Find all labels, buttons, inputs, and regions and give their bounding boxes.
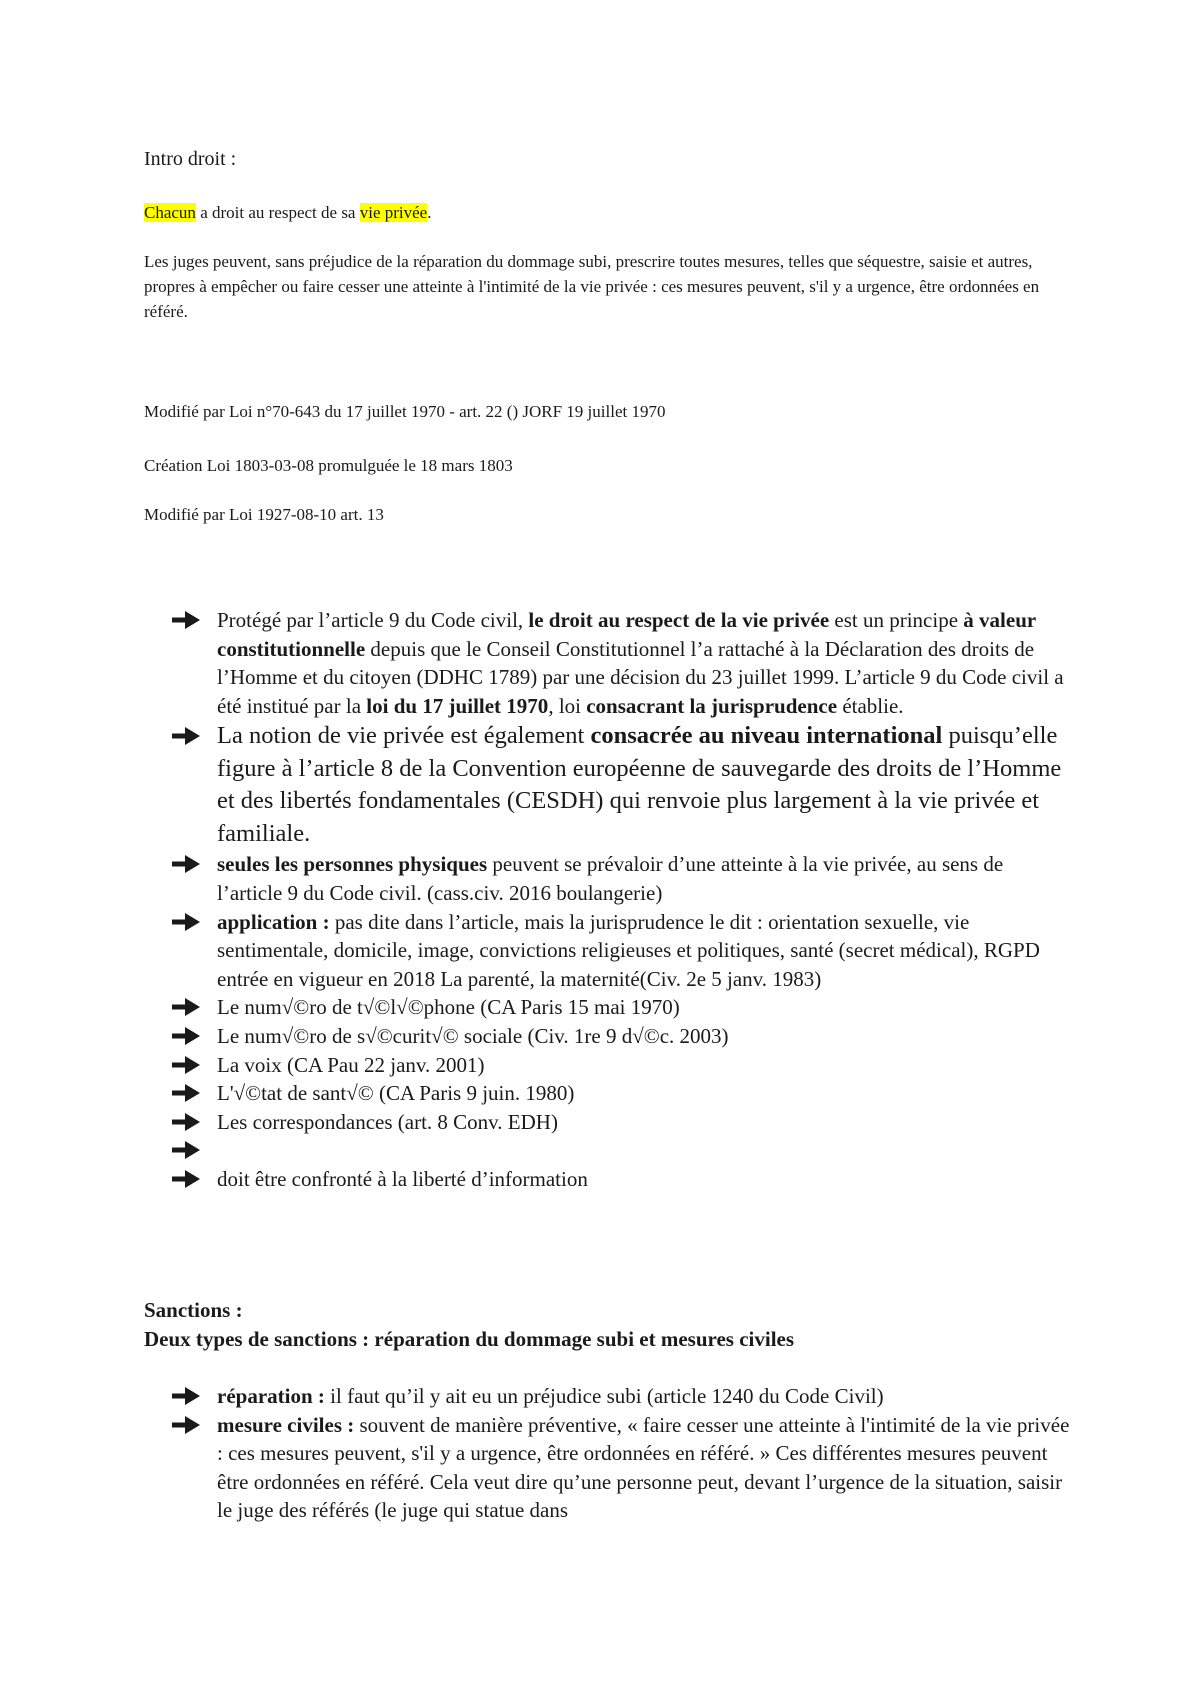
principle-sentence: Chacun a droit au respect de sa vie privée.: [144, 203, 432, 222]
list-item: Le num√©ro de t√©l√©phone (CA Paris 15 mai 1970): [172, 993, 1072, 1022]
arrow-icon: [172, 727, 200, 745]
article-paragraph: Les juges peuvent, sans préjudice de la réparation du dommage subi, prescrire toutes mesures, telles que séquestre, saisie et autres, propres à empêcher ou faire cesser une atteinte à l'intimité de la vie privée : ces mesures peuvent, s'il y a urgence, être ordonnées en référé.: [144, 252, 1040, 321]
list-item: seules les personnes physiques peuvent se prévaloir d’une atteinte à la vie privée, au sens de l’article 9 du Code civil. (cass.civ. 2016 boulangerie): [172, 850, 1072, 907]
list-item: Les correspondances (art. 8 Conv. EDH): [172, 1108, 1072, 1137]
arrow-icon: [172, 913, 200, 931]
sanctions-subtitle: Deux types de sanctions : réparation du dommage subi et mesures civiles: [144, 1327, 795, 1351]
list-item: Le num√©ro de s√©curit√© sociale (Civ. 1re 9 d√©c. 2003): [172, 1022, 1072, 1051]
list-item: La notion de vie privée est également consacrée au niveau international puisqu’elle figure à l’article 8 de la Convention européenne de sauvegarde des droits de l’Homme et des libertés fondamentales (CESDH) qui renvoie plus largement à la vie privée et familiale.: [172, 720, 1072, 850]
arrow-icon: [172, 611, 200, 629]
highlight-chacun: Chacun: [144, 203, 196, 222]
arrow-icon: [172, 1170, 200, 1188]
bullet-list-sanctions: [172, 1382, 1072, 1525]
arrow-icon: [172, 855, 200, 873]
list-item: doit être confronté à la liberté d’information: [172, 1165, 1072, 1194]
list-item: L'√©tat de sant√© (CA Paris 9 juin. 1980): [172, 1079, 1072, 1108]
list-item: application : pas dite dans l’article, mais la jurisprudence le dit : orientation sexuelle, vie sentimentale, domicile, image, convictions religieuses et politiques, santé (secret médical), RGPD entrée en vigueur en 2018 La parenté, la maternité(Civ. 2e 5 janv. 1983): [172, 908, 1072, 994]
sanctions-title: Sanctions :: [144, 1298, 243, 1322]
arrow-icon: [172, 1113, 200, 1131]
highlight-vie-privee: vie privée: [359, 203, 428, 222]
history-line: Création Loi 1803-03-08 promulguée le 18 mars 1803: [144, 456, 513, 475]
arrow-icon: [172, 1387, 200, 1405]
list-item: mesure civiles : souvent de manière préventive, « faire cesser une atteinte à l'intimité de la vie privée : ces mesures peuvent, s'il y a urgence, être ordonnées en référé. » Ces différentes mesures peuvent être ordonnées en référé. Cela veut dire qu’une personne peut, devant l’urgence de la situation, saisir le juge des référés (le juge qui statue dans: [172, 1411, 1072, 1525]
arrow-icon: [172, 998, 200, 1016]
intro-title: Intro droit :: [144, 148, 237, 170]
arrow-icon: [172, 1027, 200, 1045]
arrow-icon: [172, 1416, 200, 1434]
list-item: La voix (CA Pau 22 janv. 2001): [172, 1051, 1072, 1080]
arrow-icon: [172, 1141, 200, 1159]
list-item: Protégé par l’article 9 du Code civil, le droit au respect de la vie privée est un principe à valeur constitutionnelle depuis que le Conseil Constitutionnel l’a rattaché à la Déclaration des droits de l’Homme et du citoyen (DDHC 1789) par une décision du 23 juillet 1999. L’article 9 du Code civil a été institué par la loi du 17 juillet 1970, loi consacrant la jurisprudence établie.: [172, 606, 1072, 720]
list-item: réparation : il faut qu’il y ait eu un préjudice subi (article 1240 du Code Civil): [172, 1382, 1072, 1411]
arrow-icon: [172, 1056, 200, 1074]
bullet-list-vie-privee: [172, 606, 1072, 1194]
history-line: Modifié par Loi n°70-643 du 17 juillet 1970 - art. 22 () JORF 19 juillet 1970: [144, 402, 666, 421]
list-item: [172, 1136, 1072, 1165]
arrow-icon: [172, 1084, 200, 1102]
history-line: Modifié par Loi 1927-08-10 art. 13: [144, 505, 384, 524]
